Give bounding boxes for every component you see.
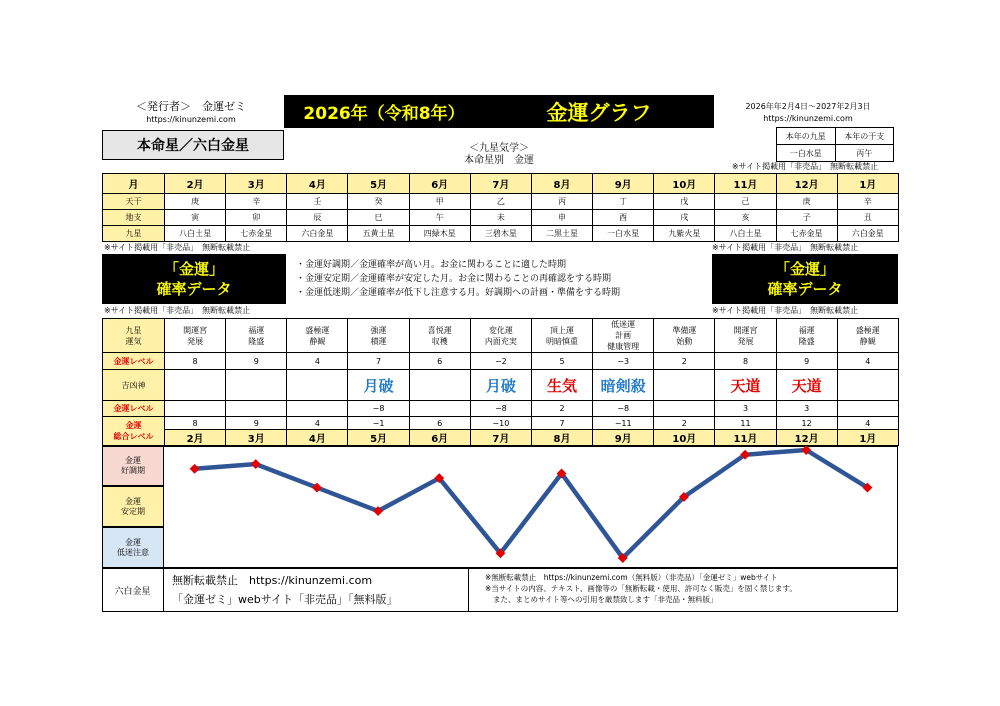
main-table-top <box>102 173 898 242</box>
level2-cell: −8 <box>470 401 531 417</box>
tenkan-cell: 己 <box>715 194 776 210</box>
kikkyo-cell <box>654 370 715 401</box>
total-cell: −10 <box>470 417 531 430</box>
tenkan-cell: 辛 <box>226 194 287 210</box>
month-cell: 1月 <box>837 430 898 446</box>
level-cell: 2 <box>654 353 715 370</box>
band-stable-label: 金運 安定期 <box>102 486 164 527</box>
total-row <box>103 417 899 430</box>
kikkyo-cell <box>226 370 287 401</box>
total-cell: 11 <box>715 417 776 430</box>
total-cell: 12 <box>776 417 837 430</box>
level2-cell <box>226 401 287 417</box>
honmei-star: 本命星／六白金星 <box>102 130 284 160</box>
level2-row-label: 金運レベル <box>103 401 165 417</box>
chishi-cell: 寅 <box>165 210 226 226</box>
level2-cell <box>837 401 898 417</box>
month-cell: 12月 <box>776 430 837 446</box>
unki-cell: 盛極運 静観 <box>837 319 898 353</box>
kyusei-cell: 七赤金星 <box>226 226 287 242</box>
total-cell: −1 <box>348 417 409 430</box>
level-cell: 9 <box>776 353 837 370</box>
total-cell: −11 <box>593 417 654 430</box>
kikkyo-cell: 月破 <box>470 370 531 401</box>
kyusei-cell: 八白土星 <box>165 226 226 242</box>
kyusei-cell: 九紫火星 <box>654 226 715 242</box>
month-cell: 4月 <box>287 174 348 194</box>
chishi-cell: 巳 <box>348 210 409 226</box>
month-cell: 5月 <box>348 430 409 446</box>
kyusei-cell: 七赤金星 <box>776 226 837 242</box>
tenkan-cell: 庚 <box>776 194 837 210</box>
main-table-bottom <box>102 318 898 446</box>
legend-line-good: ・金運好調期／金運確率が高い月。お金に関わることに適した時期 <box>296 260 567 270</box>
unki-cell: 低迷運 計画 健康管理 <box>593 319 654 353</box>
tenkan-cell: 丁 <box>593 194 654 210</box>
legend-line-low: ・金運低迷期／金運確率が低下し注意する月。好調期への計画・準備をする時期 <box>296 288 621 298</box>
kyusei-row-label: 九星 <box>103 226 165 242</box>
chishi-row <box>103 210 899 226</box>
level2-cell <box>654 401 715 417</box>
level2-cell: −8 <box>593 401 654 417</box>
footer-note2: ※当サイトの内容、テキスト、画像等の「無断転載・使用、許可なく販売」を固く禁じます。 <box>485 584 797 593</box>
year-eto-label: 本年の干支 <box>835 128 894 145</box>
publisher-label: ＜発行者＞ 金運ゼミ <box>136 100 246 113</box>
legend-line-stable: ・金運安定期／金運確率が安定した月。お金に関わることの再確認をする時期 <box>296 274 612 284</box>
period-text: 2026年年2月4日～2027年2月3日 <box>745 101 871 111</box>
kyusei-title: ＜九星気学＞ <box>469 142 529 154</box>
kinun-box-left <box>102 254 286 304</box>
month-cell: 12月 <box>776 174 837 194</box>
level-cell: 6 <box>409 353 470 370</box>
kyusei-cell: 五黄土星 <box>348 226 409 242</box>
year-star-label: 本年の九星 <box>777 128 836 145</box>
unki-cell: 開運宮 発展 <box>715 319 776 353</box>
kyusei-cell: 一白水星 <box>593 226 654 242</box>
kyusei-subtitle: 本命星別 金運 <box>464 154 534 166</box>
footer-line2: 「金運ゼミ」webサイト「非売品」「無料版」 <box>172 593 398 606</box>
unki-row-label: 九星 運気 <box>103 319 165 353</box>
month-cell: 6月 <box>409 174 470 194</box>
level2-cell <box>165 401 226 417</box>
total-cell: 7 <box>531 417 592 430</box>
kinun-box-right-line1: 「金運」 <box>774 260 835 278</box>
kikkyo-cell: 天道 <box>776 370 837 401</box>
month-row <box>103 174 899 194</box>
footer-left-text <box>172 571 462 609</box>
chishi-cell: 戌 <box>654 210 715 226</box>
chishi-cell: 子 <box>776 210 837 226</box>
kikkyo-cell: 月破 <box>348 370 409 401</box>
kikkyo-cell: 暗剣殺 <box>593 370 654 401</box>
month-cell: 2月 <box>165 174 226 194</box>
chishi-cell: 丑 <box>837 210 898 226</box>
level-row <box>103 353 899 370</box>
month-cell: 10月 <box>654 430 715 446</box>
total-cell: 4 <box>287 417 348 430</box>
level-cell: −3 <box>593 353 654 370</box>
notice-left-2: ※サイト掲載用「非売品」 無断転載禁止 <box>104 306 251 315</box>
level-cell: 5 <box>531 353 592 370</box>
chishi-cell: 亥 <box>715 210 776 226</box>
notice-left-1: ※サイト掲載用「非売品」 無断転載禁止 <box>104 243 251 252</box>
kyusei-cell: 八白土星 <box>715 226 776 242</box>
level-cell: 4 <box>287 353 348 370</box>
tenkan-cell: 辛 <box>837 194 898 210</box>
kikkyo-cell <box>409 370 470 401</box>
footer-star: 六白金星 <box>102 568 164 612</box>
level2-cell: 3 <box>776 401 837 417</box>
chishi-row-label: 地支 <box>103 210 165 226</box>
kikkyo-cell <box>287 370 348 401</box>
month-cell: 11月 <box>715 174 776 194</box>
level-row-label: 金運レベル <box>103 353 165 370</box>
site-url[interactable]: https://kinunzemi.com <box>763 113 853 123</box>
kikkyo-cell <box>165 370 226 401</box>
notice-right-1: ※サイト掲載用「非売品」 無断転載禁止 <box>712 243 859 252</box>
month-cell: 6月 <box>409 430 470 446</box>
kikkyo-cell: 生気 <box>531 370 592 401</box>
month-cell: 9月 <box>593 174 654 194</box>
band-good-label: 金運 好調期 <box>102 446 164 486</box>
kikkyo-row-label: 吉凶神 <box>103 370 165 401</box>
footer-notes <box>485 572 897 605</box>
month-cell: 5月 <box>348 174 409 194</box>
notice-top: ※サイト掲載用「非売品」 無断転載禁止 <box>731 162 879 171</box>
level2-cell: 2 <box>531 401 592 417</box>
year-star: 一白水星 <box>777 145 836 162</box>
level-cell: 9 <box>226 353 287 370</box>
month-cell: 7月 <box>470 430 531 446</box>
unki-cell: 盛極運 静観 <box>287 319 348 353</box>
chishi-cell: 辰 <box>287 210 348 226</box>
chishi-cell: 未 <box>470 210 531 226</box>
level2-cell: 3 <box>715 401 776 417</box>
tenkan-row-label: 天干 <box>103 194 165 210</box>
month-cell: 10月 <box>654 174 715 194</box>
tenkan-cell: 乙 <box>470 194 531 210</box>
month-cell: 8月 <box>531 430 592 446</box>
tenkan-row <box>103 194 899 210</box>
month-cell: 11月 <box>715 430 776 446</box>
total-cell: 2 <box>654 417 715 430</box>
level2-cell <box>287 401 348 417</box>
unki-cell: 準備運 始動 <box>654 319 715 353</box>
total-cell: 4 <box>837 417 898 430</box>
month-cell: 2月 <box>165 430 226 446</box>
level-cell: 7 <box>348 353 409 370</box>
level-cell: 4 <box>837 353 898 370</box>
month-row-label: 月 <box>103 174 165 194</box>
year-eto: 丙午 <box>835 145 894 162</box>
level-cell: −2 <box>470 353 531 370</box>
level-cell: 8 <box>165 353 226 370</box>
unki-cell: 変化運 内面充実 <box>470 319 531 353</box>
level2-cell: −8 <box>348 401 409 417</box>
unki-cell: 強運 積運 <box>348 319 409 353</box>
notice-right-2: ※サイト掲載用「非売品」 無断転載禁止 <box>712 306 859 315</box>
level-cell: 8 <box>715 353 776 370</box>
kikkyo-cell <box>837 370 898 401</box>
title-bar <box>284 95 714 128</box>
unki-cell: 開運宮 発展 <box>165 319 226 353</box>
level2-row <box>103 401 899 417</box>
band-low-label: 金運 低迷注意 <box>102 527 164 568</box>
chishi-cell: 午 <box>409 210 470 226</box>
year-info-table <box>776 127 894 162</box>
kikkyo-cell: 天道 <box>715 370 776 401</box>
month-cell: 8月 <box>531 174 592 194</box>
month-cell: 4月 <box>287 430 348 446</box>
unki-row <box>103 319 899 353</box>
tenkan-cell: 庚 <box>165 194 226 210</box>
month-row-bottom <box>103 430 899 446</box>
kyusei-row <box>103 226 899 242</box>
kikkyo-row <box>103 370 899 401</box>
publisher-url[interactable]: https://kinunzemi.com <box>146 114 236 124</box>
month-cell: 3月 <box>226 174 287 194</box>
title-main: 金運グラフ <box>546 100 652 125</box>
unki-cell: 頂上運 明暗慎重 <box>531 319 592 353</box>
month-cell: 1月 <box>837 174 898 194</box>
chishi-cell: 酉 <box>593 210 654 226</box>
legend-text <box>296 258 712 300</box>
title-year: 2026年（令和8年） <box>303 104 465 124</box>
unki-cell: 喜悦運 収穫 <box>409 319 470 353</box>
kyusei-cell: 四緑木星 <box>409 226 470 242</box>
tenkan-cell: 壬 <box>287 194 348 210</box>
kyusei-cell: 二黒土星 <box>531 226 592 242</box>
total-cell: 8 <box>165 417 226 430</box>
kyusei-cell: 六白金星 <box>287 226 348 242</box>
kinun-box-right <box>712 254 898 304</box>
level2-cell <box>409 401 470 417</box>
chishi-cell: 申 <box>531 210 592 226</box>
tenkan-cell: 癸 <box>348 194 409 210</box>
unki-cell: 福運 隆盛 <box>226 319 287 353</box>
kinun-box-right-line2: 確率データ <box>767 280 843 298</box>
total-row-label: 金運 総合レベル <box>103 417 165 446</box>
chishi-cell: 卯 <box>226 210 287 226</box>
footer-divider <box>468 568 469 612</box>
total-cell: 9 <box>226 417 287 430</box>
kyusei-cell: 三碧木星 <box>470 226 531 242</box>
series-line <box>195 450 868 558</box>
footer-note1: ※無断転載禁止 https://kinunzemi.com（無料版）（非売品）「金運ゼミ」webサイト <box>485 573 778 582</box>
fortune-line-chart <box>164 446 898 568</box>
kinun-box-left-line1: 「金運」 <box>163 260 224 278</box>
kyusei-cell: 六白金星 <box>837 226 898 242</box>
footer-note3: また、まとめサイト等への引用を厳禁致します「非売品・無料版」 <box>493 595 718 604</box>
total-cell: 6 <box>409 417 470 430</box>
tenkan-cell: 丙 <box>531 194 592 210</box>
footer-line1: 無断転載禁止 https://kinunzemi.com <box>172 574 373 587</box>
kinun-box-left-line2: 確率データ <box>156 280 232 298</box>
data-point-2月 <box>190 464 200 474</box>
month-cell: 9月 <box>593 430 654 446</box>
month-cell: 7月 <box>470 174 531 194</box>
month-cell: 3月 <box>226 430 287 446</box>
tenkan-cell: 甲 <box>409 194 470 210</box>
tenkan-cell: 戊 <box>654 194 715 210</box>
unki-cell: 福運 隆盛 <box>776 319 837 353</box>
